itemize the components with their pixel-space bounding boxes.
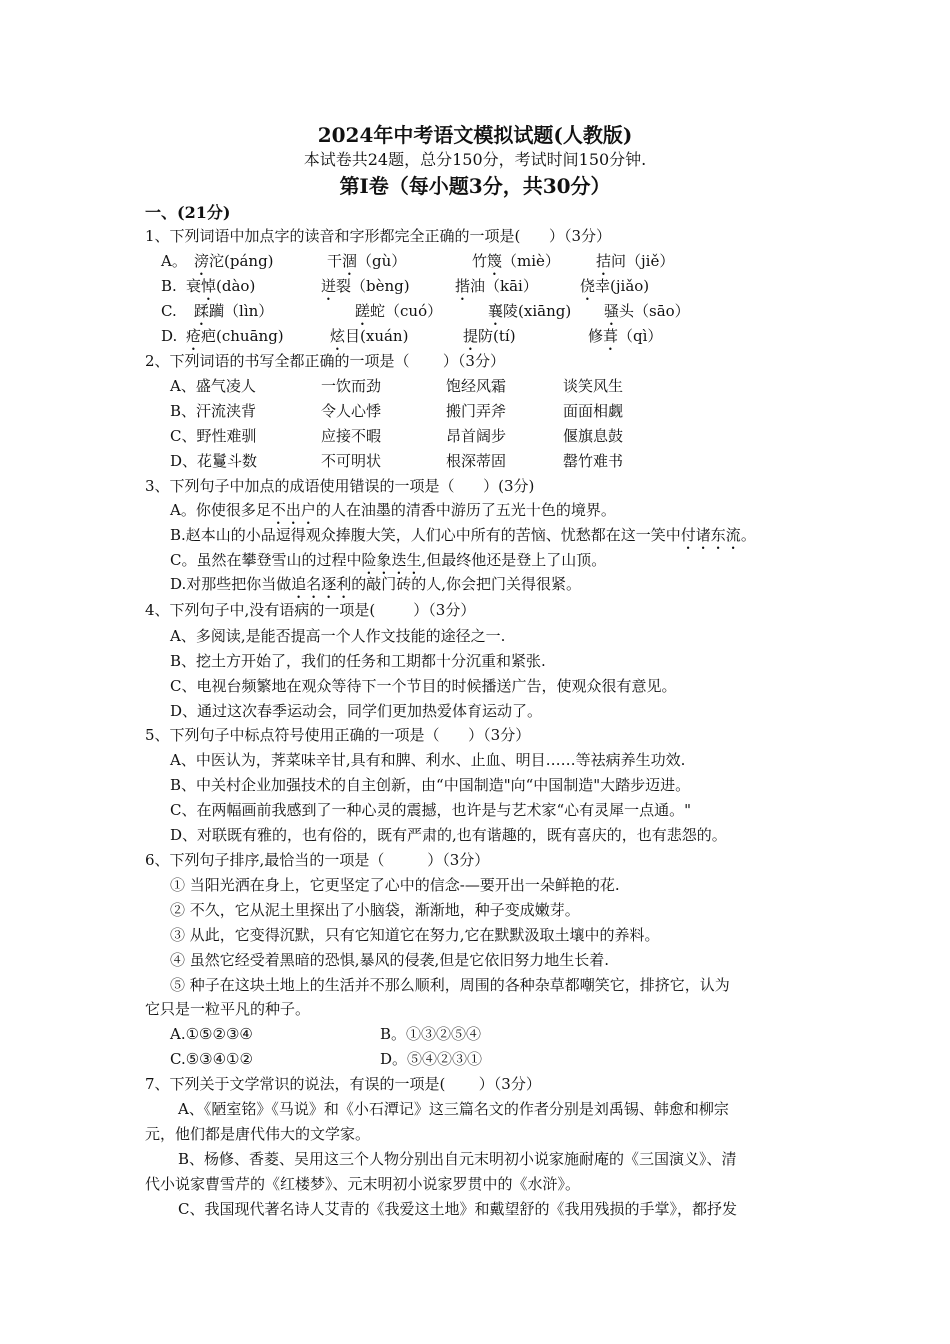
q1-stem: 1、下列词语中加点字的读音和字形都完全正确的一项是( ）（3分） xyxy=(145,227,612,245)
q6-choice-d: D。⑤④②③① xyxy=(380,1050,483,1068)
q6-choice-c: C.⑤③④①② xyxy=(170,1050,253,1068)
q1-option-a-label: A。 xyxy=(161,252,187,270)
q1-b-word-4: 侥幸(jiǎo) xyxy=(580,277,650,295)
q1-b-word-3: 揩油（kāi） xyxy=(455,277,538,295)
q7-stem: 7、下列关于文学常识的说法，有误的一项是( ）（3分） xyxy=(145,1075,541,1093)
q7-option-a-line-2: 元，他们都是唐代伟大的文学家。 xyxy=(145,1125,371,1143)
q2-a-2: 一饮而劲 xyxy=(321,377,382,395)
q6-sentence-2: ② 不久，它从泥土里探出了小脑袋，渐渐地，种子变成嫩芽。 xyxy=(170,901,580,919)
q1-option-c-label: C. xyxy=(161,302,182,320)
q1-c-word-3: 襄陵(xiāng) xyxy=(488,302,572,320)
q1-a-word-3: 竹篾（miè） xyxy=(472,252,560,270)
q7-option-c-line-1: C、我国现代著名诗人艾青的《我爱这土地》和戴望舒的《我用残损的手掌》，都抒发 xyxy=(178,1200,737,1218)
q4-option-c: C、电视台频繁地在观众等待下一个节目的时候播送广告，使观众很有意见。 xyxy=(170,677,677,695)
exam-subtitle: 本试卷共24题，总分150分，考试时间150分钟. xyxy=(303,150,647,169)
q1-d-word-2: 炫目(xuán) xyxy=(330,327,409,345)
part-title: 第Ⅰ卷（每小题3分，共30分） xyxy=(339,174,611,198)
q2-d-1: D、花鬘斗数 xyxy=(170,452,258,470)
q6-sentence-1: ① 当阳光洒在身上，它更坚定了心中的信念-—要开出一朵鲜艳的花. xyxy=(170,876,620,894)
exam-title: 2024年中考语文模拟试题(人教版) xyxy=(317,123,633,147)
q6-choice-a: A.①⑤②③④ xyxy=(170,1025,253,1043)
q5-stem: 5、下列句子中标点符号使用正确的一项是（ ）（3分） xyxy=(145,726,531,744)
q1-option-b-label: B. xyxy=(161,277,182,295)
q1-c-word-2: 蹉蛇（cuó） xyxy=(355,302,443,320)
q4-option-d: D、通过这次春季运动会，同学们更加热爱体育运动了。 xyxy=(170,702,543,720)
q2-stem: 2、下列词语的书写全都正确的一项是（ ）（3分） xyxy=(145,352,505,370)
q1-d-word-1: 疮疤(chuāng) xyxy=(186,327,284,345)
q1-option-d-label: D. xyxy=(161,327,183,345)
q1-a-word-1: 滂沱(páng) xyxy=(194,252,274,270)
q3-option-c: C。虽然在攀登雪山的过程中险象迭生,但最终他还是登上了山顶。 xyxy=(170,551,607,569)
q5-option-c: C、在两幅画前我感到了一种心灵的震撼，也许是与艺术家“心有灵犀一点通。" xyxy=(170,801,692,819)
q2-d-3: 根深蒂固 xyxy=(446,452,507,470)
q1-a-word-4: 拮问（jiě） xyxy=(596,252,675,270)
q5-option-a: A、中医认为，荠菜味辛甘,具有和脾、利水、止血、明目……等祛病养生功效. xyxy=(170,751,686,769)
q1-c-word-1: 蹂躏（lìn） xyxy=(194,302,274,320)
q3-option-b: B.赵本山的小品逗得观众捧腹大笑，人们心中所有的苦恼、忧愁都在这一笑中付诸东流。 xyxy=(170,526,756,544)
q2-c-2: 应接不暇 xyxy=(321,427,382,445)
q2-a-1: A、盛气凌人 xyxy=(170,377,256,395)
q1-c-word-4: 骚头（sāo） xyxy=(604,302,690,320)
q4-stem: 4、下列句子中,没有语病的一项是( ）（3分） xyxy=(145,601,476,619)
q6-sentence-3: ③ 从此，它变得沉默，只有它知道它在努力,它在默默汲取土壤中的养料。 xyxy=(170,926,660,944)
q2-c-1: C、野性难驯 xyxy=(170,427,257,445)
q4-option-a: A、多阅读,是能否提高一个人作文技能的途径之一. xyxy=(170,627,506,645)
q6-sentence-5: ⑤ 种子在这块土地上的生活并不那么顺利，周围的各种杂草都嘲笑它，排挤它，认为 xyxy=(170,976,730,994)
q2-d-4: 罄竹难书 xyxy=(563,452,624,470)
q6-sentence-4: ④ 虽然它经受着黑暗的恐惧,暴风的侵袭,但是它依旧努力地生长着. xyxy=(170,951,610,969)
q2-a-3: 饱经风霜 xyxy=(446,377,507,395)
q1-a-word-2: 干涸（gù） xyxy=(327,252,407,270)
q6-choice-b: B。①③②⑤④ xyxy=(380,1025,482,1043)
q3-option-a: A。你使很多足不出户的人在油墨的清香中游历了五光十色的境界。 xyxy=(170,501,616,519)
q3-option-d: D.对那些把你当做追名逐利的敲门砖的人,你会把门关得很紧。 xyxy=(170,575,582,593)
q1-d-word-3: 提防(tí) xyxy=(463,327,516,345)
q1-b-word-2: 迸裂（bèng) xyxy=(321,277,410,295)
q5-option-d: D、对联既有雅的，也有俗的，既有严肃的,也有谐趣的，既有喜庆的，也有悲怨的。 xyxy=(170,826,727,844)
q2-b-3: 搬门弄斧 xyxy=(446,402,507,420)
q2-d-2: 不可明状 xyxy=(321,452,382,470)
q7-option-b-line-2: 代小说家曹雪芹的《红楼梦》、元末明初小说家罗贯中的《水浒》。 xyxy=(145,1175,581,1193)
q7-option-a-line-1: A、《陋室铭》《马说》和《小石潭记》这三篇名文的作者分别是刘禹锡、韩愈和柳宗 xyxy=(178,1100,729,1118)
q1-d-word-4: 修葺（qì） xyxy=(588,327,663,345)
section-heading: 一、(21分) xyxy=(145,203,231,222)
q2-b-2: 令人心悸 xyxy=(321,402,382,420)
q1-b-word-1: 衰悼(dào) xyxy=(186,277,256,295)
q2-c-4: 偃旗息鼓 xyxy=(563,427,624,445)
q6-sentence-5-cont: 它只是一粒平凡的种子。 xyxy=(145,1000,311,1018)
q2-a-4: 谈笑风生 xyxy=(563,377,624,395)
q4-option-b: B、挖土方开始了，我们的任务和工期都十分沉重和紧张. xyxy=(170,652,546,670)
q3-stem: 3、下列句子中加点的成语使用错误的一项是（ ）(3分) xyxy=(145,477,535,495)
q2-b-1: B、汗流浃背 xyxy=(170,402,257,420)
q5-option-b: B、中关村企业加强技术的自主创新，由“中国制造"向“中国制造"大踏步迈进。 xyxy=(170,776,691,794)
q7-option-b-line-1: B、杨修、香菱、吴用这三个人物分别出自元末明初小说家施耐庵的《三国演义》、清 xyxy=(178,1150,737,1168)
q2-c-3: 昂首阔步 xyxy=(446,427,507,445)
q2-b-4: 面面相觑 xyxy=(563,402,624,420)
q6-stem: 6、下列句子排序,最恰当的一项是（ ）（3分） xyxy=(145,851,490,869)
